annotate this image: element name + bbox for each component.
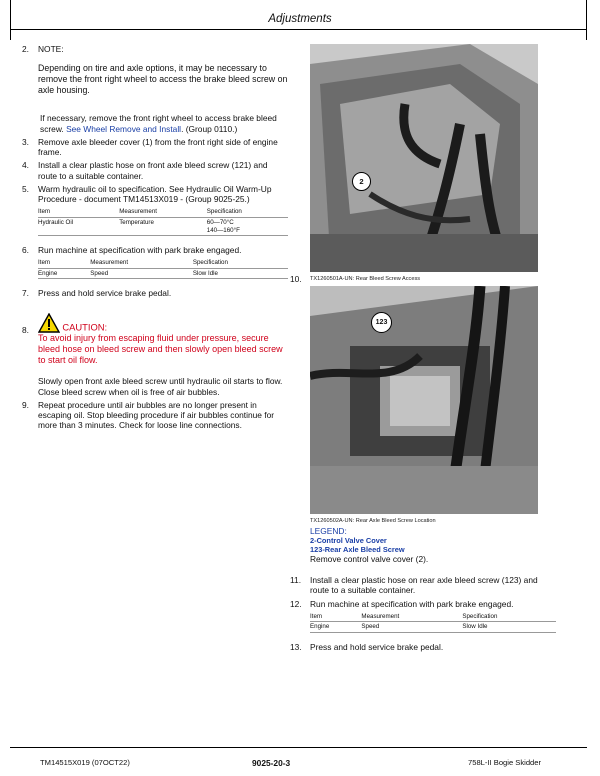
step-text: Run machine at specification with park brake engaged. [310,598,514,609]
spec-value: Slow Idle [193,268,288,279]
step-text: Repeat procedure until air bubbles are no longer present in escaping oil. Stop bleeding procedure if air bubbles continue for more than 3 minutes. Check for loose line connections. [38,399,275,431]
photo-illustration [310,44,538,272]
caution-block [38,313,288,367]
rear-axle-bleed-photo [310,286,538,514]
spec-item: Engine [38,268,90,279]
footer-page-number: 9025-20-3 [252,758,291,768]
spec-measurement: Temperature [119,217,207,235]
fig2-caption: TX1260502A-UN: Rear Axle Bleed Screw Location [310,518,436,524]
step-text: Press and hold service brake pedal. [38,288,172,299]
step-number: 9. [22,399,29,410]
step-3 [22,137,288,158]
step-text: Press and hold service brake pedal. [310,641,444,652]
step-number: 3. [22,136,29,147]
step-number: 4. [22,160,29,171]
step-4 [22,160,288,181]
spec-value [207,217,288,235]
legend-item-123: 123-Rear Axle Bleed Screw [310,545,405,555]
col-item-header: Item [310,612,361,622]
step-number: 2. [22,44,29,54]
footer-doc-id: TM14515X019 (07OCT22) [40,758,130,767]
spec-value: Slow Idle [462,622,556,633]
step-text: Install a clear plastic hose on rear axle bleed screw (123) and route to a suitable container. [310,575,538,596]
callout-2: 2 [352,172,371,191]
step-5 [22,184,288,205]
step-7 [22,288,288,298]
col-spec-header: Specification [462,612,556,622]
step-text: Slowly open front axle bleed screw until hydraulic oil starts to flow. Close bleed screw when oil is free of air bubbles. [38,376,283,397]
step-9 [22,400,288,431]
step-6 [22,245,288,255]
header-rule [10,29,587,30]
caution-warning-text: To avoid injury from escaping fluid under pressure, secure bleed hose on bleed screw and then slowly open bleed screw to start oil flow. [38,332,283,366]
spec-table-engine-2 [310,612,556,633]
step-text: Install a clear plastic hose on front axle bleed screw (121) and route to a suitable container. [38,160,268,181]
col-measurement-header: Measurement [361,612,462,622]
caution-label: CAUTION: [62,321,108,333]
step-13 [290,642,556,652]
right-steps [290,575,556,655]
step-text: Run machine at specification with park brake engaged. [38,245,242,256]
warning-triangle-icon [38,313,60,333]
step-10-number: 10. [290,274,302,284]
step-11 [290,575,556,596]
step-2 [22,44,288,54]
col-item-header: Item [38,258,90,268]
note-text: Depending on tire and axle options, it may be necessary to remove the front right wheel to access the brake bleed screw on axle housing. [38,63,288,95]
legend [310,526,428,565]
photo-illustration [310,286,538,514]
spec-item: Hydraulic Oil [38,217,119,235]
col-measurement-header: Measurement [119,207,207,217]
col-measurement-header: Measurement [90,258,193,268]
footer-rule [10,747,587,748]
spec-table-oil [38,207,288,236]
step-number: 6. [22,245,29,256]
wheel-removal-text-a: If necessary, remove the front right wheel to access brake bleed screw. [40,113,277,134]
col-spec-header: Specification [207,207,288,217]
col-item-header: Item [38,207,119,217]
spec-item: Engine [310,622,361,633]
step-10-text: Remove control valve cover (2). [310,554,429,565]
callout-123: 123 [371,312,392,333]
fig1-caption: TX1260501A-UN: Rear Bleed Screw Access [310,276,421,282]
step-number: 5. [22,183,29,194]
spec-value-f: 140—160°F [206,226,240,234]
legend-item-2: 2-Control Valve Cover [310,536,387,546]
rear-bleed-access-photo [310,44,538,272]
step-number: 12. [290,598,302,609]
section-title: Adjustments [268,13,332,25]
spec-measurement: Speed [90,268,193,279]
left-column [22,44,288,434]
wheel-remove-install-link[interactable]: See Wheel Remove and Install [66,123,182,134]
step-text: Remove axle bleeder cover (1) from the front right side of engine frame. [38,136,278,158]
wheel-removal-text [22,113,288,134]
note-label: NOTE: [38,44,64,54]
spec-value-c: 60—70°C [206,218,234,226]
step-8 [22,313,288,397]
step-number: 11. [290,575,302,585]
wheel-removal-group: . (Group 0110.) [181,123,238,134]
step-number: 13. [290,641,302,652]
footer-model: 758L-II Bogie Skidder [468,758,542,767]
legend-title: LEGEND: [310,526,347,536]
col-spec-header: Specification [193,258,288,268]
step-number: 8. [22,324,29,335]
spec-table-engine [38,258,288,279]
step-number: 7. [22,288,29,299]
spec-measurement: Speed [361,622,462,633]
step-text: Warm hydraulic oil to specification. See Hydraulic Oil Warm-Up Procedure - document TM14513X019 - (Group 9025-25.) [38,183,272,205]
step-12 [290,599,556,609]
